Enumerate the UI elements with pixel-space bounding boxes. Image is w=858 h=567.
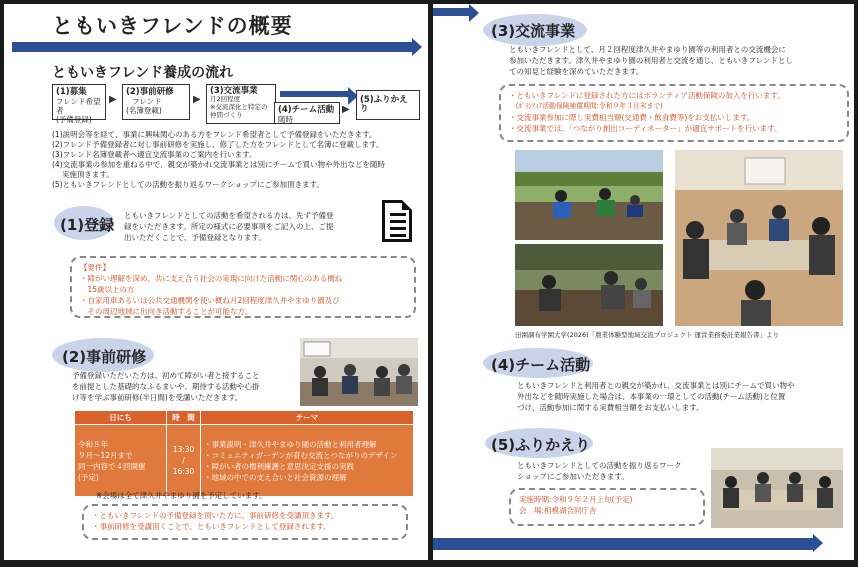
section-2-box-line: ・事前研修を受講頂くことで、ともいきフレンドとして登録されます。 (92, 522, 331, 531)
document-icon (382, 200, 412, 242)
section-3-box (499, 84, 849, 142)
flow-arrow-icon: ▶ (109, 94, 117, 105)
schedule-date-line: ９月～12月まで (78, 450, 133, 460)
flow-step-4-head: (4)チーム活動 (278, 105, 335, 115)
schedule-date-line: 同一内容で４回開催 (78, 461, 146, 471)
requirement-line: ・自家用車あるいは公共交通機関を使い概ね月2回程度津久井やまゆり園及び (80, 296, 340, 305)
flow-subtitle: ともいきフレンド養成の流れ (52, 65, 234, 81)
flow-arrow-icon: ▶ (193, 94, 201, 105)
section-2-line: 予備登録いただいた方は、初めて障がい者と接すること (72, 371, 260, 380)
training-photo (300, 338, 418, 406)
requirements-title: 【要件】 (80, 263, 110, 272)
flow-arrow-icon: ▶ (342, 104, 350, 115)
section-3-line: ともいきフレンドとして、月２回程度津久井やまゆり園等の利用者との交流機会に (509, 45, 786, 54)
section-2-box-line: ・ともいきフレンドの予備登録を頂いた方に、事前研修を受講頂きます。 (92, 511, 339, 520)
section-5-box-line: 会 場:相模湖合同庁舎 (519, 506, 597, 515)
section-3-box-line: ・交流事業では、「つながり創出コーディネーター」が適宜サポートを行います。 (509, 124, 782, 133)
explain-line: (3)フレンド名簿登載者へ適宜交流事業のご案内を行います。 (52, 150, 257, 159)
section-4-line: ともいきフレンドと利用者との親交が築かれ、交流事業とは別にチームで買い物や (517, 381, 795, 390)
section-3-box-line: (ﾎﾞﾗﾝﾃｨｱ活動保険補償期間:令和９年３月末まで) (509, 102, 663, 110)
section-2-box (82, 504, 408, 540)
right-page (433, 4, 854, 560)
bottom-arrow-bar (433, 538, 813, 550)
title-arrow-bar (12, 42, 412, 52)
flow-step-2-line: フレンド (132, 97, 162, 106)
flow-step-5-head: (5)ふりかえり (360, 95, 408, 114)
section-2-line: け等を学ぶ事前研修(半日間)を受講いただきます。 (72, 393, 243, 402)
left-page (4, 4, 428, 560)
section-5-body (517, 460, 717, 482)
section-5-box-line: 実施時期:令和９年２月上旬(予定) (519, 495, 633, 504)
explain-line: (4)交流事業の参加を重ねる中で、親交が築かれ交流事業とは別にチームで買い物や外出などを随時 (52, 160, 385, 169)
section-5-line: ともいきフレンドとしての活動を振り返るワーク (517, 461, 682, 470)
schedule-theme-line: ・事業説明・津久井やまゆり園の活動と利用者理解 (204, 439, 377, 449)
schedule-time-line: / (182, 456, 185, 465)
schedule-time-line: 13:30 (172, 445, 195, 454)
requirement-line: その周辺地域に出向き活動することが可能な方。 (80, 307, 253, 316)
schedule-date-line: (予定) (78, 472, 99, 482)
section-3-box-line: ・交流事業参加に際し実費相当額(交通費・飲食費等)をお支払いします。 (509, 113, 755, 122)
section-4-line: 外出などを随時実施した場合は、本事業の一環としての活動(チーム活動)と位置 (517, 392, 786, 401)
reflection-photo (711, 448, 843, 528)
flow-step-2 (122, 84, 190, 120)
schedule-time-cell (167, 425, 201, 497)
flow-step-3-head: (3)交流事業 (210, 86, 258, 96)
schedule-theme-line: ・障がい者の権利擁護と意思決定支援の実践 (204, 461, 354, 471)
section-1-line: ともいきフレンドとしての活動を希望される方は、先ず予備登 (124, 211, 334, 220)
flow-explanation (52, 130, 385, 190)
garden-photo-1 (515, 150, 663, 240)
flow-step-3-line: 月2回程度 (210, 95, 241, 103)
section-3-box-line: ・ともいきフレンドに登録された方にはボランティア活動保険の加入を行います。 (509, 91, 785, 100)
section-5-line: ショップにご参加いただきます。 (517, 472, 629, 481)
section-2-heading: (2)事前研修 (62, 348, 147, 366)
venue-note: ※会場は全て津久井やまゆり園を予定しています。 (96, 491, 267, 500)
schedule-theme-line: ・地域の中での支え合いと社会資源の理解 (204, 472, 347, 482)
explain-line: (2)フレンド予備登録者に対し事前研修を実施し、修了した方をフレンドとして名簿に登載します。 (52, 140, 384, 149)
explain-line: 実施頂きます。 (52, 170, 114, 179)
schedule-header-time: 時 間 (167, 411, 201, 425)
requirement-line: ・障がい理解を深め、共に支え合う社会の実現に向けた活動に関心のある概ね (80, 274, 343, 283)
page-title: ともいきフレンドの概要 (52, 14, 293, 38)
section-1-line: 出いただくことで、予備登録となります。 (124, 233, 266, 242)
flow-step-3-line: 仲間づくり (210, 111, 243, 119)
schedule-date-cell (75, 425, 167, 497)
section-4-line: づけ、活動参加に関する実費相当額をお支払いします。 (517, 403, 704, 412)
section-1-requirements (70, 256, 416, 318)
flow-step-2-line: (名簿登載) (126, 106, 162, 115)
flow-long-arrow (280, 91, 348, 97)
schedule-time-line: 16:30 (172, 467, 195, 476)
flow-step-3-line: ※交流深化と特定の (210, 103, 268, 111)
section-5-box (509, 488, 705, 526)
flow-step-1-line: (予備登録) (56, 115, 92, 124)
flow-step-1 (52, 84, 106, 124)
schedule-theme-line: ・コミュニティガーデンが育む交流とつながりのデザイン (204, 450, 398, 460)
section-4-body (517, 380, 851, 413)
training-schedule-table (74, 410, 414, 497)
section-3-line: ての知見と経験を深めていただきます。 (509, 67, 644, 76)
schedule-header-theme: テーマ (201, 411, 414, 425)
flow-step-5 (356, 90, 420, 120)
section-3-heading: (3)交流事業 (491, 22, 576, 40)
workshop-photo (675, 150, 843, 326)
section-1-heading: (1)登録 (60, 216, 115, 234)
flow-step-1-line: フレンド希望者 (56, 97, 101, 115)
schedule-header-date: 日にち (75, 411, 167, 425)
schedule-theme-cell (201, 425, 414, 497)
explain-line: (5)ともいきフレンドとしての活動を振り返るワークショップにご参加頂きます。 (52, 180, 324, 189)
section-1-body (124, 210, 374, 243)
section-2-line: を前提とした基礎的なふるまいや、期待する活動や心掛 (72, 382, 260, 391)
section-2-body (72, 370, 302, 403)
section-3-line: 参加いただきます。津久井やまゆり園の利用者と交流を通じ、ともいきフレンドとし (509, 56, 793, 65)
garden-photo-2 (515, 244, 663, 326)
right-top-bar (433, 8, 469, 16)
flow-step-2-head: (2)事前研修 (126, 87, 174, 97)
flow-step-4-line: 随時 (278, 115, 293, 124)
flow-step-1-head: (1)募集 (56, 87, 87, 97)
explain-line: (1)説明会等を経て、事業に興味関心のある方をフレンド希望者として予備登録をいただきます。 (52, 130, 377, 139)
photo-caption: 田園調布学園大学(2026)「農業体験型地域交流プロジェクト 運営業務委託業報告書」より (515, 331, 780, 339)
flow-step-4 (274, 102, 340, 124)
flow-step-3 (206, 84, 276, 124)
section-4-heading: (4)チーム活動 (491, 356, 591, 374)
schedule-date-line: 令和８年 (78, 439, 108, 449)
requirement-line: 15歳以上の方 (80, 285, 135, 294)
section-1-line: 録をいただきます。所定の様式に必要事項をご記入の上、ご提 (124, 222, 334, 231)
section-3-body (509, 44, 849, 77)
section-5-heading: (5)ふりかえり (491, 436, 591, 454)
